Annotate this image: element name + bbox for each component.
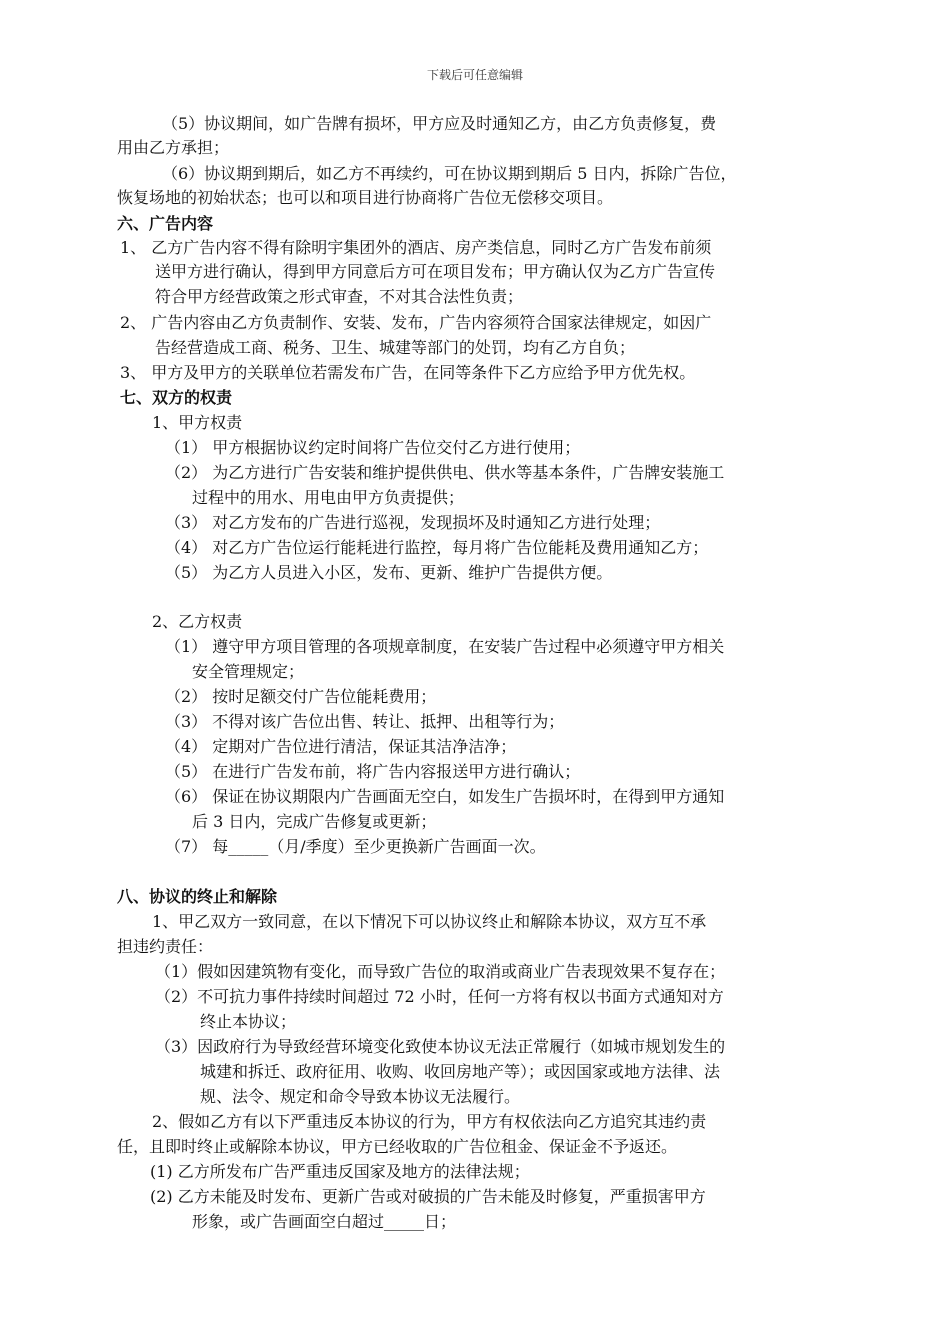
paragraph-line: 规、法令、规定和命令导致本协议无法履行。 bbox=[200, 1087, 521, 1106]
list-item: （1）假如因建筑物有变化，而导致广告位的取消或商业广告表现效果不复存在； bbox=[155, 962, 726, 981]
paragraph-line: 用由乙方承担； bbox=[117, 138, 230, 157]
paragraph-line: 形象，或广告画面空白超过_____日； bbox=[192, 1212, 457, 1231]
paragraph-line: 担违约责任： bbox=[117, 937, 214, 956]
list-item: （7） 每_____（月/季度）至少更换新广告画面一次。 bbox=[165, 837, 546, 856]
section-heading: 八、协议的终止和解除 bbox=[117, 887, 278, 906]
list-item: （6） 保证在协议期限内广告画面无空白，如发生广告损坏时，在得到甲方通知 bbox=[165, 787, 725, 806]
list-item: （3） 不得对该广告位出售、转让、抵押、出租等行为； bbox=[165, 712, 565, 731]
list-item: （5） 在进行广告发布前，将广告内容报送甲方进行确认； bbox=[165, 762, 581, 781]
list-item: （5） 为乙方人员进入小区，发布、更新、维护广告提供方便。 bbox=[165, 563, 613, 582]
paragraph-line: 符合甲方经营政策之形式审查，不对其合法性负责； bbox=[155, 287, 524, 306]
list-item: （4） 对乙方广告位运行能耗进行监控，每月将广告位能耗及费用通知乙方； bbox=[165, 538, 709, 557]
list-item: （2） 按时足额交付广告位能耗费用； bbox=[165, 687, 437, 706]
paragraph-line: 3、 甲方及甲方的关联单位若需发布广告，在同等条件下乙方应给予甲方优先权。 bbox=[120, 363, 696, 382]
sub-heading: 2、乙方权责 bbox=[152, 612, 243, 631]
paragraph-line: 1、 乙方广告内容不得有除明宇集团外的酒店、房产类信息，同时乙方广告发布前须 bbox=[120, 238, 712, 257]
section-heading: 六、广告内容 bbox=[117, 214, 214, 233]
paragraph-line: （6）协议期到期后，如乙方不再续约，可在协议期到期后 5 日内，拆除广告位， bbox=[162, 164, 737, 183]
list-item: （2）不可抗力事件持续时间超过 72 小时，任何一方将有权以书面方式通知对方 bbox=[155, 987, 724, 1006]
paragraph-line: 告经营造成工商、税务、卫生、城建等部门的处罚，均有乙方自负； bbox=[155, 338, 636, 357]
list-item: （3） 对乙方发布的广告进行巡视，发现损坏及时通知乙方进行处理； bbox=[165, 513, 661, 532]
paragraph-line: 恢复场地的初始状态；也可以和项目进行协商将广告位无偿移交项目。 bbox=[117, 188, 614, 207]
paragraph-line: （5）协议期间，如广告牌有损坏，甲方应及时通知乙方，由乙方负责修复，费 bbox=[162, 114, 717, 133]
page-header: 下载后可任意编辑 bbox=[426, 68, 523, 82]
paragraph-line: 后 3 日内，完成广告修复或更新； bbox=[192, 812, 437, 831]
list-item: （1） 遵守甲方项目管理的各项规章制度，在安装广告过程中必须遵守甲方相关 bbox=[165, 637, 725, 656]
list-item: （4） 定期对广告位进行清洁，保证其洁净洁净； bbox=[165, 737, 517, 756]
paragraph-line: 过程中的用水、用电由甲方负责提供； bbox=[192, 488, 465, 507]
paragraph-line: 2、假如乙方有以下严重违反本协议的行为，甲方有权依法向乙方追究其违约责 bbox=[152, 1112, 707, 1131]
paragraph-line: 送甲方进行确认，得到甲方同意后方可在项目发布；甲方确认仅为乙方广告宣传 bbox=[155, 262, 716, 281]
paragraph-line: 1、甲乙双方一致同意，在以下情况下可以协议终止和解除本协议，双方互不承 bbox=[152, 912, 707, 931]
section-heading: 七、双方的权责 bbox=[120, 388, 233, 407]
list-item: （3）因政府行为导致经营环境变化致使本协议无法正常履行（如城市规划发生的 bbox=[155, 1037, 726, 1056]
paragraph-line: 2、 广告内容由乙方负责制作、安装、发布，广告内容须符合国家法律规定，如因广 bbox=[120, 313, 712, 332]
list-item: （1） 甲方根据协议约定时间将广告位交付乙方进行使用； bbox=[165, 438, 581, 457]
list-item: （2） 为乙方进行广告安装和维护提供供电、供水等基本条件，广告牌安装施工 bbox=[165, 463, 725, 482]
paragraph-line: 安全管理规定； bbox=[192, 662, 305, 681]
paragraph-line: 城建和拆迁、政府征用、收购、收回房地产等）；或因国家或地方法律、法 bbox=[200, 1062, 721, 1081]
list-item: (1) 乙方所发布广告严重违反国家及地方的法律法规； bbox=[150, 1162, 530, 1181]
list-item: (2) 乙方未能及时发布、更新广告或对破损的广告未能及时修复，严重损害甲方 bbox=[150, 1187, 706, 1206]
paragraph-line: 任，且即时终止或解除本协议，甲方已经收取的广告位租金、保证金不予返还。 bbox=[117, 1137, 678, 1156]
sub-heading: 1、甲方权责 bbox=[152, 413, 243, 432]
paragraph-line: 终止本协议； bbox=[200, 1012, 297, 1031]
